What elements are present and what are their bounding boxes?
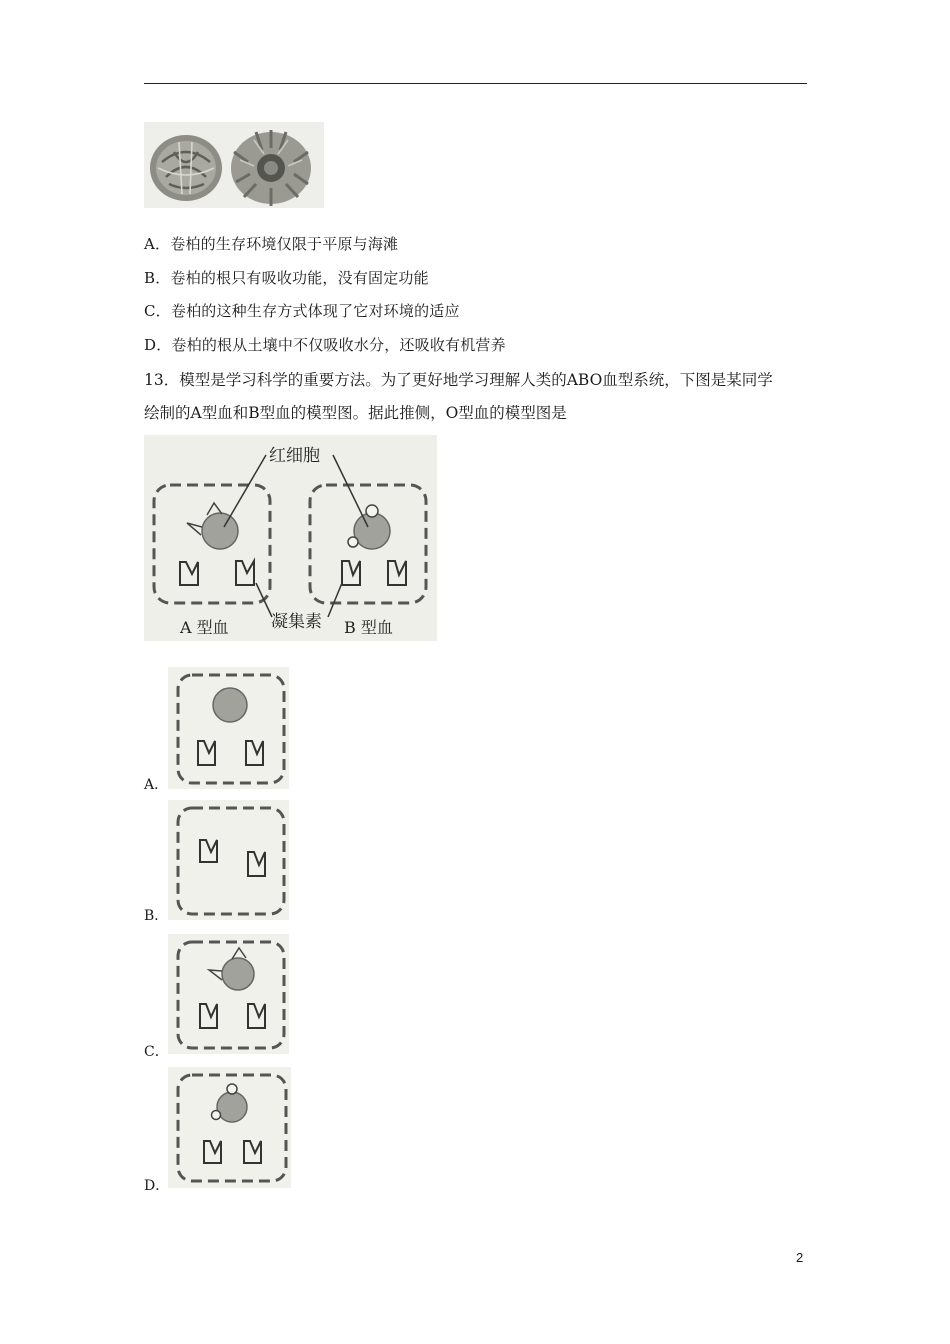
- label-agglutinin: 凝集素: [271, 612, 322, 632]
- choice-d-label[interactable]: D．: [144, 1178, 170, 1194]
- option-prev-a: A．卷柏的生存环境仅限于平原与海滩: [144, 235, 399, 253]
- header-rule: [144, 83, 807, 84]
- choice-a-label[interactable]: A．: [144, 777, 169, 793]
- choice-c-label[interactable]: C．: [144, 1044, 169, 1060]
- question-13-line1: 13．模型是学习科学的重要方法。为了更好地学习理解人类的ABO血型系统，下图是某同学: [144, 371, 773, 389]
- choice-b-diagram[interactable]: [168, 800, 289, 920]
- choice-d-diagram[interactable]: [168, 1067, 291, 1188]
- choice-a-diagram[interactable]: [168, 667, 289, 789]
- option-prev-c: C．卷柏的这种生存方式体现了它对环境的适应: [144, 302, 460, 320]
- option-prev-b: B．卷柏的根只有吸收功能，没有固定功能: [144, 269, 429, 287]
- selaginella-photo: [144, 122, 324, 208]
- page-number: 2: [796, 1250, 804, 1265]
- question-13-line2: 绘制的A型血和B型血的模型图。据此推侧，O型血的模型图是: [144, 404, 567, 422]
- label-type-a: A 型血: [180, 618, 229, 637]
- choice-c-diagram[interactable]: [168, 934, 289, 1054]
- label-type-b: B 型血: [344, 618, 393, 637]
- choice-b-label[interactable]: B．: [144, 908, 169, 924]
- blood-type-model-figure: [144, 435, 437, 641]
- option-prev-d: D．卷柏的根从土壤中不仅吸收水分，还吸收有机营养: [144, 336, 506, 354]
- label-red-cell: 红细胞: [269, 446, 320, 466]
